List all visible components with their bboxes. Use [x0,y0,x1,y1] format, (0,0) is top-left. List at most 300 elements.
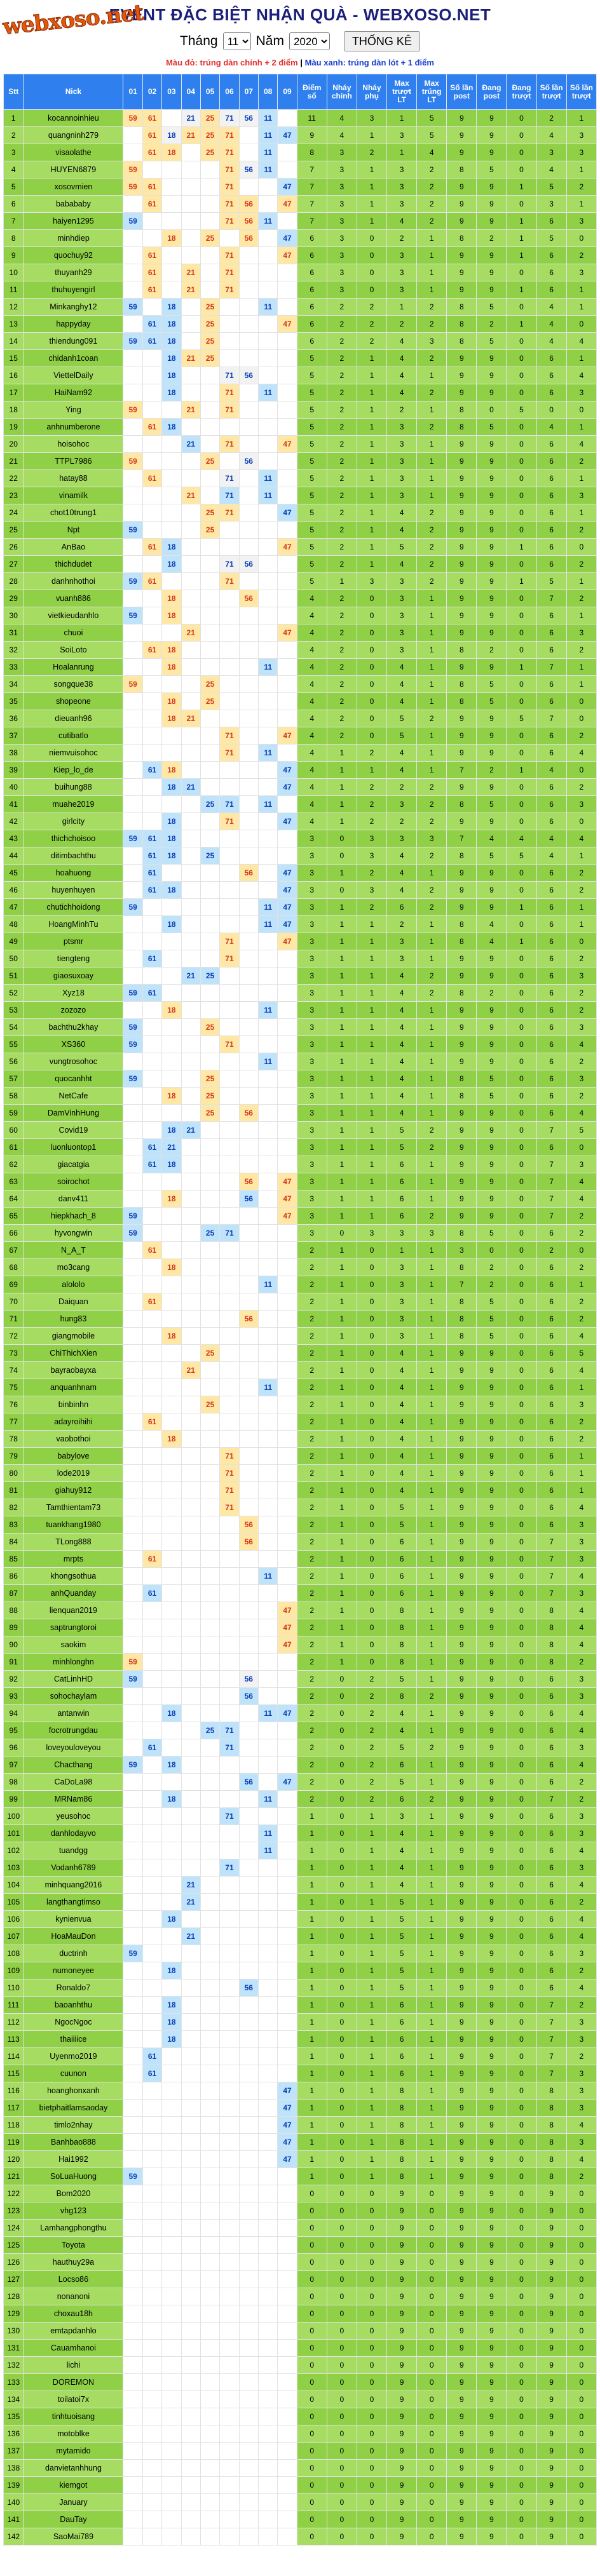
nick-cell[interactable]: Xyz18 [24,985,123,1002]
stat-cell: 2 [297,1534,327,1551]
nick-cell[interactable]: giaosuxoay [24,968,123,985]
nick-cell[interactable]: thuhuyengirl [24,281,123,299]
stat-cell: 9 [477,2305,507,2323]
nick-cell[interactable]: ChiThichXien [24,1345,123,1362]
day-cell [162,2254,181,2271]
nick-cell[interactable]: giahuy912 [24,1482,123,1499]
stat-cell: 2 [417,316,447,333]
day-cell [142,504,161,522]
stat-cell: 0 [357,2511,386,2528]
nick-cell[interactable]: Bom2020 [24,2185,123,2202]
nick-cell[interactable]: shopeone [24,693,123,710]
nick-cell[interactable]: Minkanghy12 [24,299,123,316]
table-row [4,968,597,985]
day-cell [278,1448,297,1465]
day-cell [181,2443,200,2460]
nick-cell[interactable]: chuoi [24,624,123,642]
nick-cell[interactable]: thuyanh29 [24,264,123,281]
day-cell [162,2271,181,2288]
day-cell [181,1053,200,1070]
day-cell [278,1139,297,1156]
nick-cell[interactable]: vietkieudanhlo [24,607,123,624]
day-cell [239,2220,258,2237]
stat-cell: 6 [297,281,327,299]
stat-cell: 6 [387,1757,417,1774]
stat-cell: 9 [387,2511,417,2528]
day-cell [142,1877,161,1894]
stat-cell: 8 [447,985,477,1002]
stat-cell: 0 [507,419,536,436]
day-cell [258,2374,277,2391]
nick-cell[interactable]: chutichhoidong [24,899,123,916]
nick-cell[interactable]: Locso86 [24,2271,123,2288]
nick-cell[interactable]: mo3cang [24,1259,123,1276]
stat-cell: 9 [447,1825,477,1842]
day-cell [258,1208,277,1225]
rank-cell: 78 [4,1431,24,1448]
stat-cell: 0 [357,1293,386,1311]
stat-cell: 1 [566,350,596,367]
stat-cell: 5 [387,1962,417,1979]
nick-cell[interactable]: Uyenmo2019 [24,2048,123,2065]
nick-cell[interactable]: HaiNam92 [24,384,123,401]
nick-cell[interactable]: mrpts [24,1551,123,1568]
nick-cell[interactable]: giangmobile [24,1328,123,1345]
stat-cell: 1 [507,933,536,950]
day-cell [200,727,219,745]
day-cell [239,1036,258,1053]
stat-cell: 0 [507,2305,536,2323]
stat-cell: 9 [447,2048,477,2065]
nick-cell[interactable]: girlcity [24,813,123,830]
nick-cell[interactable]: chot10trung1 [24,504,123,522]
nick-cell[interactable]: bietphaitlamsaoday [24,2100,123,2117]
stat-cell: 0 [357,2528,386,2546]
nick-cell[interactable]: MRNam86 [24,1791,123,1808]
nick-cell[interactable]: Covid19 [24,1122,123,1139]
nick-cell[interactable]: bachthu2khay [24,1019,123,1036]
nick-cell[interactable]: January [24,2494,123,2511]
nick-cell[interactable]: soirochot [24,1173,123,1190]
nick-cell[interactable]: CaDoLa98 [24,1774,123,1791]
stat-cell: 6 [536,1276,566,1293]
nick-cell[interactable]: DOREMON [24,2374,123,2391]
stat-cell: 1 [327,1585,357,1602]
nick-cell[interactable]: saokim [24,1636,123,1654]
stat-cell: 5 [477,161,507,179]
stat-cell: 1 [566,899,596,916]
nick-cell[interactable]: N_A_T [24,1242,123,1259]
day-cell [278,2288,297,2305]
stat-cell: 9 [477,710,507,727]
nick-cell[interactable]: Kiep_lo_de [24,762,123,779]
stat-cell: 4 [297,659,327,676]
stat-cell: 5 [387,1122,417,1139]
nick-cell[interactable]: hoahuong [24,865,123,882]
day-cell [278,2460,297,2477]
nick-cell[interactable]: toilatoi7x [24,2391,123,2408]
stat-cell: 8 [447,161,477,179]
stat-cell: 4 [387,1448,417,1465]
nick-cell[interactable]: vaobothoi [24,1431,123,1448]
day-cell [220,2408,239,2425]
nick-cell[interactable]: saptrungtoroi [24,1619,123,1636]
nick-cell[interactable]: HUYEN6879 [24,161,123,179]
nick-cell[interactable]: zozozo [24,1002,123,1019]
day-cell: 25 [200,350,219,367]
day-cell [258,1534,277,1551]
nick-cell[interactable]: TTPL7986 [24,453,123,470]
day-cell [258,401,277,419]
day-cell [200,1774,219,1791]
stat-cell: 9 [477,1825,507,1842]
nick-cell[interactable]: TLong888 [24,1534,123,1551]
day-cell [123,882,142,899]
nick-cell[interactable]: SoiLoto [24,642,123,659]
nick-cell[interactable]: luonluontop1 [24,1139,123,1156]
nick-cell[interactable]: vinamilk [24,487,123,504]
day-cell [278,1225,297,1242]
day-cell: 18 [162,693,181,710]
day-cell [239,1208,258,1225]
stat-cell: 3 [566,1808,596,1825]
nick-cell[interactable]: happyday [24,316,123,333]
stat-cell: 0 [327,2168,357,2185]
nick-cell[interactable]: minhlonghn [24,1654,123,1671]
day-cell [200,985,219,1002]
stat-cell: 1 [297,2134,327,2151]
day-cell: 18 [162,916,181,933]
day-cell [123,2271,142,2288]
nick-cell[interactable]: focrotrungdau [24,1722,123,1739]
day-cell [181,950,200,968]
nick-cell[interactable]: kocannoinhieu [24,110,123,127]
stat-cell: 3 [566,1070,596,1088]
day-cell [278,144,297,161]
stat-cell: 0 [507,2323,536,2340]
stat-cell: 9 [447,487,477,504]
day-cell [220,2305,239,2323]
day-cell [220,333,239,350]
day-cell: 47 [278,2134,297,2151]
nick-cell[interactable]: binbinhn [24,1396,123,1413]
nick-cell[interactable]: SoLuaHuong [24,2168,123,2185]
nick-cell[interactable]: kiemgot [24,2477,123,2494]
nick-cell[interactable]: buihung88 [24,779,123,796]
day-cell [200,1688,219,1705]
table-row [4,1173,597,1190]
nick-cell[interactable]: lichi [24,2357,123,2374]
nick-cell[interactable]: loveyouloveyou [24,1739,123,1757]
day-cell: 59 [123,573,142,590]
nick-cell[interactable]: timlo2nhay [24,2117,123,2134]
nick-cell[interactable]: chidanh1coan [24,350,123,367]
nick-cell[interactable]: Cauamhanoi [24,2340,123,2357]
nick-cell[interactable]: kynienvua [24,1911,123,1928]
nick-cell[interactable]: niemvuisohoc [24,745,123,762]
nick-cell[interactable]: Lamhangphongthu [24,2220,123,2237]
nick-cell[interactable]: hyvongwin [24,1225,123,1242]
nick-cell[interactable]: DamVinhHung [24,1105,123,1122]
nick-cell[interactable]: danv411 [24,1190,123,1208]
stat-cell: 0 [507,1190,536,1208]
nick-cell[interactable]: Vodanh6789 [24,1859,123,1877]
nick-cell[interactable]: Hai1992 [24,2151,123,2168]
nick-cell[interactable]: XS360 [24,1036,123,1053]
day-cell [142,745,161,762]
day-cell [278,556,297,573]
table-row [4,2254,597,2271]
stat-cell: 0 [327,1859,357,1877]
stat-cell: 8 [387,2117,417,2134]
stat-cell: 7 [536,1156,566,1173]
stat-cell: 3 [297,1208,327,1225]
table-row [4,179,597,196]
nick-cell[interactable]: motoblke [24,2425,123,2443]
nick-cell[interactable]: bayraobayxa [24,1362,123,1379]
nick-cell[interactable]: anhnumberone [24,419,123,436]
stat-cell: 9 [447,2254,477,2271]
stat-cell: 1 [327,1088,357,1105]
nick-cell[interactable]: SaoMai789 [24,2528,123,2546]
nick-cell[interactable]: antanwin [24,1705,123,1722]
nick-cell[interactable]: giacatgia [24,1156,123,1173]
statistics-button[interactable]: THỐNG KÊ [344,31,420,51]
nick-cell[interactable]: ViettelDaily [24,367,123,384]
nick-cell[interactable]: Banhbao888 [24,2134,123,2151]
nick-cell[interactable]: danvietanhhung [24,2460,123,2477]
nick-cell[interactable]: choxau18h [24,2305,123,2323]
nick-cell[interactable]: mytamido [24,2443,123,2460]
nick-cell[interactable]: Npt [24,522,123,539]
nick-cell[interactable]: babylove [24,1448,123,1465]
stat-cell: 9 [477,247,507,264]
nick-cell[interactable]: muahe2019 [24,796,123,813]
nick-cell[interactable]: hoisohoc [24,436,123,453]
nick-cell[interactable]: AnBao [24,539,123,556]
nick-cell[interactable]: minhdiep [24,230,123,247]
nick-cell[interactable]: Hoalanrung [24,659,123,676]
day-cell [142,213,161,230]
stat-cell: 0 [327,2443,357,2460]
nick-cell[interactable]: xosovmien [24,179,123,196]
stat-cell: 0 [327,2117,357,2134]
stat-cell: 9 [447,2357,477,2374]
nick-cell[interactable]: Ronaldo7 [24,1979,123,1997]
table-row [4,1328,597,1345]
day-cell [142,1053,161,1070]
nick-cell[interactable]: vungtrosohoc [24,1053,123,1070]
nick-cell[interactable]: minhquang2016 [24,1877,123,1894]
day-cell [258,2065,277,2082]
stat-cell: 9 [477,813,507,830]
stat-cell: 3 [297,1139,327,1156]
stat-cell: 1 [417,453,447,470]
nick-cell[interactable]: emtapdanhlo [24,2323,123,2340]
nick-cell[interactable]: babababy [24,196,123,213]
nick-cell[interactable]: dieuanh96 [24,710,123,727]
day-cell [239,1722,258,1739]
nick-cell[interactable]: hung83 [24,1311,123,1328]
stat-cell: 9 [447,1671,477,1688]
nick-cell[interactable]: ductrinh [24,1945,123,1962]
rank-cell: 23 [4,487,24,504]
nick-cell[interactable]: numoneyee [24,1962,123,1979]
day-cell [220,642,239,659]
day-cell: 21 [181,436,200,453]
nick-cell[interactable]: cuunon [24,2065,123,2082]
nick-cell[interactable]: quangninh279 [24,127,123,144]
nick-cell[interactable]: danhnhothoi [24,573,123,590]
nick-cell[interactable]: baoanhthu [24,1997,123,2014]
nick-cell[interactable]: Chacthang [24,1757,123,1774]
day-cell [181,1242,200,1259]
stat-cell: 1 [357,1928,386,1945]
stat-cell: 4 [387,1362,417,1379]
day-cell [162,2443,181,2460]
nick-cell[interactable]: quochuy92 [24,247,123,264]
nick-cell[interactable]: NgocNgoc [24,2014,123,2031]
nick-cell[interactable]: NetCafe [24,1088,123,1105]
nick-cell[interactable]: Daiquan [24,1293,123,1311]
day-cell [181,2065,200,2082]
day-cell: 61 [142,264,161,281]
day-cell [278,367,297,384]
nick-cell[interactable]: hatay88 [24,470,123,487]
stat-cell: 3 [387,281,417,299]
stat-cell: 1 [357,2031,386,2048]
stat-cell: 2 [417,350,447,367]
nick-cell[interactable]: tinhtuoisang [24,2408,123,2425]
nick-cell[interactable]: haiyen1295 [24,213,123,230]
day-cell [162,2511,181,2528]
nick-cell[interactable]: thichdudet [24,556,123,573]
stat-cell: 0 [327,2477,357,2494]
nick-cell[interactable]: Ying [24,401,123,419]
nick-cell[interactable]: tuankhang1980 [24,1516,123,1534]
nick-cell[interactable]: cutibatlo [24,727,123,745]
stat-cell: 0 [297,2340,327,2357]
nick-cell[interactable]: danhlodayvo [24,1825,123,1842]
rank-cell: 104 [4,1877,24,1894]
year-select[interactable] [289,32,330,50]
month-select[interactable] [223,32,251,50]
nick-cell[interactable]: Tamthientam73 [24,1499,123,1516]
stat-cell: 4 [566,1722,596,1739]
day-cell [239,2511,258,2528]
nick-cell[interactable]: lienquan2019 [24,1602,123,1619]
nick-cell[interactable]: nonanoni [24,2288,123,2305]
stat-cell: 2 [327,659,357,676]
stat-cell: 0 [507,144,536,161]
day-cell [220,865,239,882]
rank-cell: 15 [4,350,24,367]
nick-cell[interactable]: vuanh886 [24,590,123,607]
day-cell [162,1894,181,1911]
rank-cell: 121 [4,2168,24,2185]
nick-cell[interactable]: adayroihihi [24,1413,123,1431]
stat-cell: 9 [447,899,477,916]
stat-cell: 6 [536,1688,566,1705]
day-cell [181,1208,200,1225]
nick-cell[interactable]: Toyota [24,2237,123,2254]
stat-cell: 1 [566,1276,596,1293]
nick-cell[interactable]: thichchoisoo [24,830,123,847]
nick-cell[interactable]: ditimbachthu [24,847,123,865]
stat-cell: 1 [566,504,596,522]
table-row [4,2408,597,2425]
stat-cell: 1 [327,1311,357,1328]
nick-cell[interactable]: ptsmr [24,933,123,950]
day-cell [200,1654,219,1671]
nick-cell[interactable]: visaolathe [24,144,123,161]
nick-cell[interactable]: langthangtimso [24,1894,123,1911]
nick-cell[interactable]: alololo [24,1276,123,1293]
day-cell [220,539,239,556]
stat-cell: 0 [507,2374,536,2391]
stat-cell: 1 [327,1379,357,1396]
nick-cell[interactable]: tuandgg [24,1842,123,1859]
stat-cell: 9 [477,1036,507,1053]
stat-cell: 0 [357,1328,386,1345]
stat-cell: 9 [477,899,507,916]
nick-cell[interactable]: CatLinhHD [24,1671,123,1688]
day-cell [258,179,277,196]
day-cell [239,659,258,676]
stat-cell: 9 [536,2202,566,2220]
nick-cell[interactable]: DauTay [24,2511,123,2528]
nick-cell[interactable]: HoangMinhTu [24,916,123,933]
day-cell [123,2528,142,2546]
day-cell [278,2014,297,2031]
nick-cell[interactable]: lode2019 [24,1465,123,1482]
day-cell [200,813,219,830]
stat-cell: 1 [566,110,596,127]
nick-cell[interactable]: hiepkhach_8 [24,1208,123,1225]
nick-cell[interactable]: sohochaylam [24,1688,123,1705]
nick-cell[interactable]: songque38 [24,676,123,693]
nick-cell[interactable]: thiendung091 [24,333,123,350]
day-cell [278,2237,297,2254]
nick-cell[interactable]: anhQuanday [24,1585,123,1602]
nick-cell[interactable]: hauthuy29a [24,2254,123,2271]
day-cell: 47 [278,1173,297,1190]
nick-cell[interactable]: thaiiiice [24,2031,123,2048]
day-cell [162,179,181,196]
nick-cell[interactable]: tiengteng [24,950,123,968]
nick-cell[interactable]: yeusohoc [24,1808,123,1825]
stat-cell: 3 [387,470,417,487]
nick-cell[interactable]: anquanhnam [24,1379,123,1396]
stat-cell: 9 [477,453,507,470]
stat-cell: 9 [477,1190,507,1208]
nick-cell[interactable]: quocanhht [24,1070,123,1088]
nick-cell[interactable]: HoaMauDon [24,1928,123,1945]
nick-cell[interactable]: huyenhuyen [24,882,123,899]
stat-cell: 4 [387,1465,417,1482]
day-cell [239,264,258,281]
nick-cell[interactable]: vhg123 [24,2202,123,2220]
day-cell [239,2323,258,2340]
nick-cell[interactable]: hoanghonxanh [24,2082,123,2100]
column-header: Số lần trượt [566,74,596,110]
stat-cell: 2 [357,1705,386,1722]
stat-cell: 2 [357,316,386,333]
day-cell [142,556,161,573]
day-cell: 56 [239,1671,258,1688]
nick-cell[interactable]: khongsothua [24,1568,123,1585]
stat-cell: 2 [566,865,596,882]
